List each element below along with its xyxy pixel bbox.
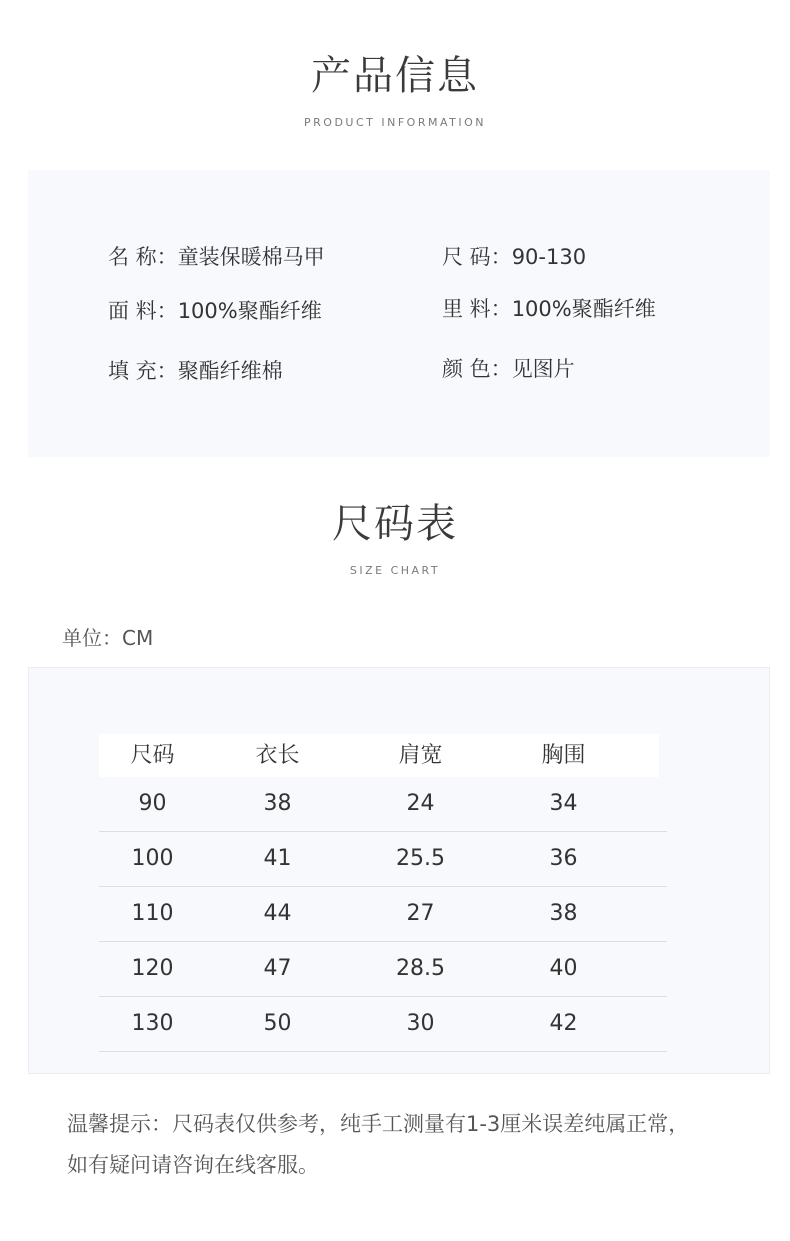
table-cell: 24: [406, 791, 435, 816]
info-item-size: [442, 247, 586, 268]
unit-label: 单位：CM: [62, 626, 154, 650]
info-label: 面 料：: [108, 299, 178, 323]
size-chart-subtitle: SIZE CHART: [349, 564, 441, 577]
info-value: 90-130: [511, 245, 587, 269]
header-size: 尺码: [130, 742, 175, 768]
info-label: 尺 码：: [442, 245, 512, 269]
table-cell: 130: [131, 1011, 174, 1036]
table-cell: 36: [549, 846, 578, 871]
info-item-color: [442, 359, 575, 380]
info-value: 聚酯纤维棉: [177, 359, 283, 383]
header-length: 衣长: [255, 742, 300, 768]
table-cell: 41: [263, 846, 292, 871]
tip-line-2: 如有疑问请咨询在线客服。: [67, 1153, 319, 1177]
table-cell: 34: [549, 791, 578, 816]
info-label: 名 称：: [108, 245, 178, 269]
table-cell: 50: [263, 1011, 292, 1036]
table-cell: 42: [549, 1011, 578, 1036]
info-label: 填 充：: [108, 359, 178, 383]
product-info-panel: [28, 170, 770, 457]
info-item-name: [108, 247, 325, 268]
table-cell: 100: [131, 846, 174, 871]
table-row: [99, 942, 667, 997]
table-cell: 38: [549, 901, 578, 926]
info-value: 100%聚酯纤维: [177, 299, 322, 323]
info-item-fabric: [108, 301, 322, 322]
table-cell: 28.5: [396, 956, 445, 981]
info-value: 童装保暖棉马甲: [177, 245, 325, 269]
table-row: [99, 777, 667, 832]
table-cell: 40: [549, 956, 578, 981]
tip-line-1: 温馨提示：尺码表仅供参考，纯手工测量有1-3厘米误差纯属正常，: [67, 1112, 690, 1136]
size-table: [99, 734, 667, 1052]
header-shoulder: 肩宽: [398, 742, 443, 768]
table-row: [99, 832, 667, 887]
info-label: 颜 色：: [442, 357, 512, 381]
info-value: 100%聚酯纤维: [511, 297, 656, 321]
table-cell: 25.5: [396, 846, 445, 871]
info-item-lining: [442, 299, 656, 320]
table-cell: 44: [263, 901, 292, 926]
table-header: [99, 734, 659, 777]
table-cell: 90: [138, 791, 167, 816]
info-value: 见图片: [511, 357, 575, 381]
table-cell: 30: [406, 1011, 435, 1036]
table-cell: 27: [406, 901, 435, 926]
info-label: 里 料：: [442, 297, 512, 321]
table-cell: 38: [263, 791, 292, 816]
table-cell: 47: [263, 956, 292, 981]
table-row: [99, 997, 667, 1052]
size-chart-title: 尺码表: [332, 501, 458, 547]
table-cell: 110: [131, 901, 174, 926]
product-info-title: 产品信息: [311, 53, 479, 99]
table-row: [99, 887, 667, 942]
size-chart-panel: [28, 667, 770, 1074]
header-chest: 胸围: [541, 742, 586, 768]
table-cell: 120: [131, 956, 174, 981]
info-item-filling: [108, 361, 283, 382]
product-info-subtitle: PRODUCT INFORMATION: [304, 116, 486, 129]
